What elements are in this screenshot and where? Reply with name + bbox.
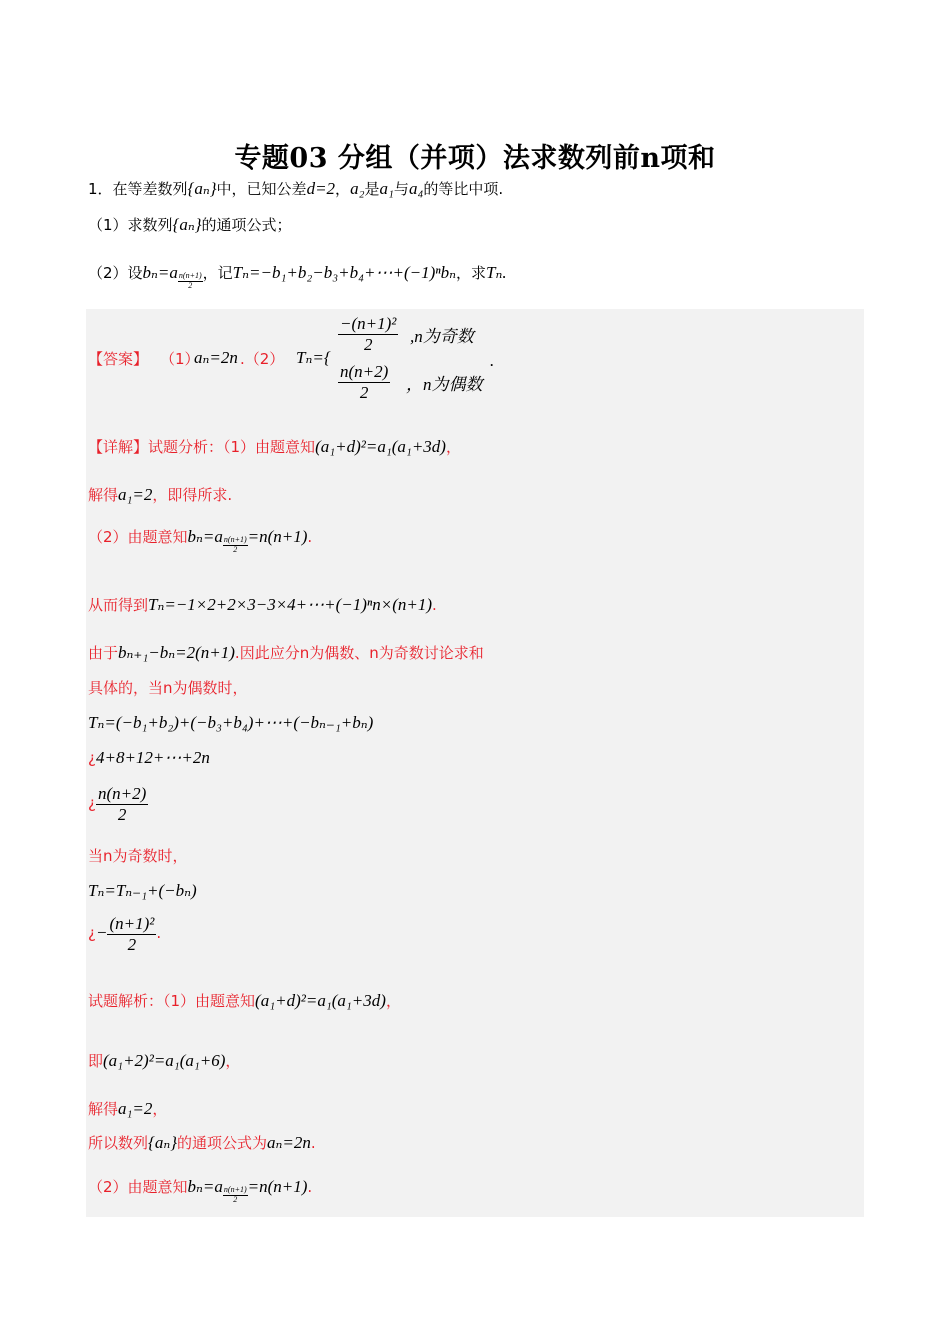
detail-line-7: Tₙ=(−b₁+b₂)+(−b₃+b₄)+⋯+(−bₙ₋₁+bₙ) xyxy=(88,713,374,732)
subscript-fraction: $\frac{n(n+1)}{2}$ xyxy=(178,271,202,290)
question-2: （2）设bₙ=a $\frac{n(n+1)}{2}$ ，记Tₙ=−b₁+b₂−b₃+b₄+⋯+(−1)ⁿbₙ，求Tₙ. xyxy=(88,263,507,290)
question-1: （1）求数列{aₙ}的通项公式； xyxy=(88,215,292,234)
detail-line-1: 【详解】试题分析：（1）由题意知(a₁+d)²=a₁(a₁+3d)， xyxy=(88,437,461,456)
detail-line-8: ¿4+8+12+⋯+2n xyxy=(88,748,210,767)
solution-line-2: 即(a₁+2)²=a₁(a₁+6)， xyxy=(88,1051,241,1070)
solution-line-1: 试题解析：（1）由题意知(a₁+d)²=a₁(a₁+3d)， xyxy=(88,991,401,1010)
solution-line-5: （2）由题意知bₙ=a $\frac{n(n+1)}{2}$ =n(n+1). xyxy=(88,1177,313,1204)
detail-line-12: ¿− $\frac{\text{(n+1)²}}{2}$ . xyxy=(88,914,162,954)
detail-line-5: 由于bₙ₊₁−bₙ=2(n+1).因此应分n为偶数、n为奇数讨论求和 xyxy=(88,643,484,662)
detail-line-9: ¿ $\frac{n(n+2)}{2}$ xyxy=(88,784,147,824)
detail-line-2: 解得a₁=2，即得所求. xyxy=(88,485,233,504)
document-page: 专题03 分组（并项）法求数列前n项和 1．在等差数列{aₙ}中，已知公差d=2，a₂是a₁与a₄的等比中项. （1）求数列{aₙ}的通项公式； （2）设bₙ=a $\frac{n(n+1)}{2}$ ，记Tₙ=−b₁+b₂−b₃+b₄+⋯+(−1)ⁿbₙ，求Tₙ. 【答案】 （1） aₙ=2n .（2） Tₙ={ $\frac{\text{−(n+1)²}}{2}$ ,n为奇数 $\frac{n(n+2)}{2}$ ，n为偶数 . 【详解】试题分析：（1）由题意知(a₁+d)²=a₁(a₁+3d)， 解得a₁=2，即得所求. （2）由题意知bₙ=a $\frac{n(n+1)}{2}$ =n(n+1). 从而得到Tₙ=−1×2+2×3−3×4+⋯+(−1)ⁿn×(n+1). 由于bₙ₊₁−bₙ=2(n+1).因此应分n为偶数、n为奇数讨论求和 具体的，当n为偶数时， Tₙ=(−b₁+b₂)+(−b₃+b₄)+⋯+(−bₙ₋₁+bₙ) ¿4+8+12+⋯+2n ¿ $\frac{n(n+2)}{2}$ 当n为奇数时， Tₙ=Tₙ₋₁+(−bₙ) ¿− $\frac{\text{(n+1)²}}{2}$ . 试题解析：（1）由题意知(a₁+d)²=a₁(a₁+3d)， 即(a₁+2)²=a₁(a₁+6)， 解得a₁=2， 所以数列{aₙ}的通项公式为aₙ=2n. （2）由题意知bₙ=a $\frac{n(n+1)}{2}$ =n(n+1). xyxy=(0,0,950,1344)
solution-line-3: 解得a₁=2， xyxy=(88,1099,168,1118)
answer-case-odd-fraction: $\frac{\text{−(n+1)²}}{2}$ xyxy=(340,314,397,354)
subscript-fraction: $\frac{n(n+1)}{2}$ xyxy=(223,535,247,554)
solution-line-4: 所以数列{aₙ}的通项公式为aₙ=2n. xyxy=(88,1133,316,1152)
answer-case-even-fraction: $\frac{n(n+2)}{2}$ xyxy=(340,362,389,402)
detail-line-10: 当n为奇数时， xyxy=(88,847,188,865)
problem-statement: 1．在等差数列{aₙ}中，已知公差d=2，a₂是a₁与a₄的等比中项. xyxy=(88,179,504,198)
detail-line-6: 具体的，当n为偶数时， xyxy=(88,679,248,697)
page-title: 专题03 分组（并项）法求数列前n项和 xyxy=(234,143,716,174)
subscript-fraction: $\frac{n(n+1)}{2}$ xyxy=(223,1185,247,1204)
detail-line-4: 从而得到Tₙ=−1×2+2×3−3×4+⋯+(−1)ⁿn×(n+1). xyxy=(88,595,437,614)
detail-line-3: （2）由题意知bₙ=a $\frac{n(n+1)}{2}$ =n(n+1). xyxy=(88,527,313,554)
detail-line-11: Tₙ=Tₙ₋₁+(−bₙ) xyxy=(88,881,197,900)
fraction: $\frac{n(n+2)}{2}$ xyxy=(97,784,147,824)
fraction: $\frac{\text{(n+1)²}}{2}$ xyxy=(109,914,155,954)
